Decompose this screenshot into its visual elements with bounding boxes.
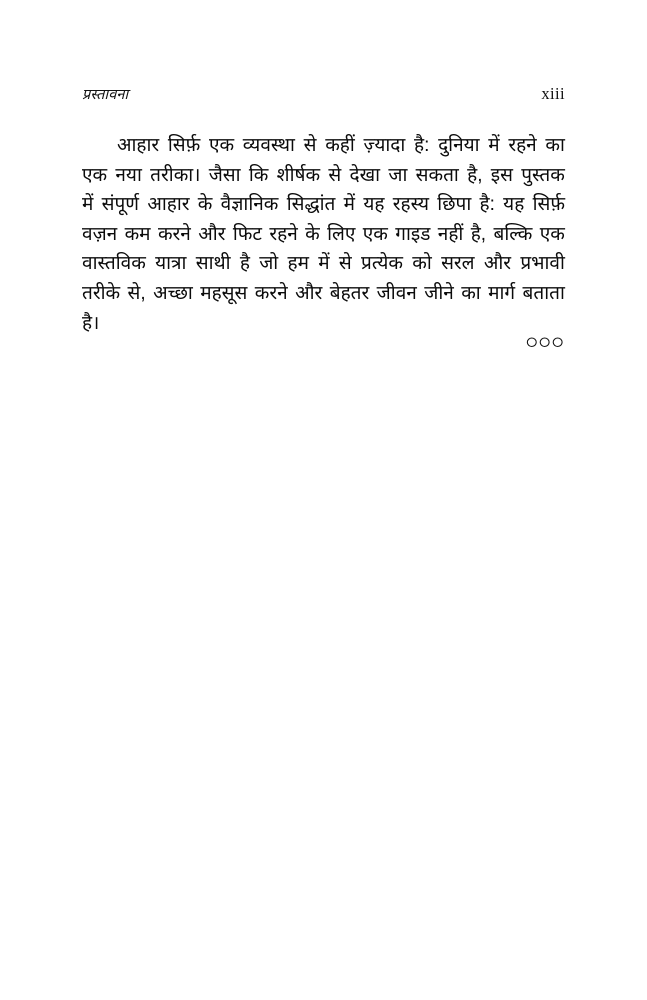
body-word: एक xyxy=(209,135,235,156)
running-head xyxy=(82,84,565,108)
body-line-3 xyxy=(82,190,565,220)
body-word: और xyxy=(483,253,512,275)
body-word: के xyxy=(197,194,213,216)
body-word: और xyxy=(295,282,323,304)
body-word: व्यवस्था xyxy=(242,135,295,156)
body-word: यह xyxy=(363,194,385,216)
body-word: इस xyxy=(490,164,513,186)
body-word: दुनिया xyxy=(438,135,480,156)
body-word: आहार xyxy=(147,194,190,216)
body-word: से xyxy=(328,164,342,186)
body-word: कि xyxy=(248,164,269,186)
body-word: लिए xyxy=(327,223,356,245)
body-word: जीवन xyxy=(376,282,417,304)
body-word: एक xyxy=(82,164,108,186)
body-word: मार्ग xyxy=(488,282,516,304)
body-word: से, xyxy=(127,282,146,304)
body-word: में xyxy=(488,135,500,156)
body-word: यह xyxy=(503,194,525,216)
body-word: से xyxy=(303,135,317,156)
body-line-1 xyxy=(82,131,565,161)
body-word: सिर्फ़ xyxy=(167,135,201,156)
body-word: प्रत्येक xyxy=(361,253,403,275)
body-word: और xyxy=(198,223,226,245)
body-word: सिर्फ़ xyxy=(532,194,565,216)
body-line-7: है। xyxy=(82,312,100,334)
body-word: तरीका। xyxy=(150,164,201,186)
body-word: रहने xyxy=(269,223,298,245)
body-word: का xyxy=(461,282,481,304)
body-word: जा xyxy=(388,164,408,186)
body-word: है xyxy=(239,253,250,275)
body-word: है: xyxy=(414,135,430,156)
body-word: सकता xyxy=(415,164,459,186)
body-line-5 xyxy=(82,249,565,279)
body-word: एक xyxy=(362,223,388,245)
body-word: सिद्धांत xyxy=(286,194,336,216)
body-line-2 xyxy=(82,161,565,191)
body-word: हम xyxy=(287,253,309,275)
body-word: से xyxy=(338,253,352,275)
body-line-6 xyxy=(82,279,565,309)
body-word: है, xyxy=(467,164,483,186)
body-word: है, xyxy=(470,223,487,245)
body-word: प्रभावी xyxy=(520,253,565,275)
body-word: करने xyxy=(254,282,288,304)
body-word: में xyxy=(82,194,94,216)
body-word: साथी xyxy=(195,253,231,275)
body-word: बेहतर xyxy=(329,282,370,304)
body-word: जैसा xyxy=(208,164,241,186)
body-word: गाइड xyxy=(395,223,431,245)
body-word: पुस्तक xyxy=(521,164,565,186)
body-word: बल्कि xyxy=(493,223,533,245)
body-word: को xyxy=(412,253,432,275)
body-word: जीने xyxy=(424,282,454,304)
body-word: ज़्यादा xyxy=(363,135,406,156)
body-word: वैज्ञानिक xyxy=(220,194,279,216)
page-number-folio: xiii xyxy=(541,84,565,103)
body-text-block xyxy=(82,131,565,338)
body-word: यात्रा xyxy=(155,253,187,275)
body-word: शीर्षक xyxy=(276,164,321,186)
preface-paragraph xyxy=(82,131,565,338)
body-word: फिट xyxy=(232,223,262,245)
body-word: में xyxy=(343,194,356,216)
body-word: सरल xyxy=(441,253,475,275)
body-word: में xyxy=(318,253,330,275)
body-word: संपूर्ण xyxy=(101,194,140,216)
body-word: है: xyxy=(479,194,495,216)
body-word: अच्छा xyxy=(153,282,193,304)
section-end-ornament xyxy=(82,331,565,353)
three-circles-ornament-icon: ੦੦੦ xyxy=(526,332,565,351)
body-word: तरीके xyxy=(82,282,121,304)
body-word: रहने xyxy=(508,135,537,156)
body-word: रहस्य xyxy=(392,194,429,216)
body-word: नहीं xyxy=(437,223,464,245)
body-word: छिपा xyxy=(437,194,472,216)
body-word: का xyxy=(545,135,565,156)
body-word: नया xyxy=(115,164,142,186)
body-word: आहार xyxy=(117,135,160,156)
body-word: वज़न xyxy=(82,223,118,245)
body-word: करने xyxy=(157,223,191,245)
body-word: एक xyxy=(539,223,565,245)
body-word: जो xyxy=(259,253,279,275)
body-word: कहीं xyxy=(325,135,355,156)
body-word: कम xyxy=(124,223,151,245)
body-line-4 xyxy=(82,220,565,250)
body-word: महसूस xyxy=(200,282,248,304)
body-word: देखा xyxy=(349,164,381,186)
running-head-chapter-title: प्रस्तावना xyxy=(82,87,129,103)
body-word: बताता xyxy=(522,282,565,304)
body-word: वास्तविक xyxy=(82,253,146,275)
body-word: के xyxy=(305,223,320,245)
